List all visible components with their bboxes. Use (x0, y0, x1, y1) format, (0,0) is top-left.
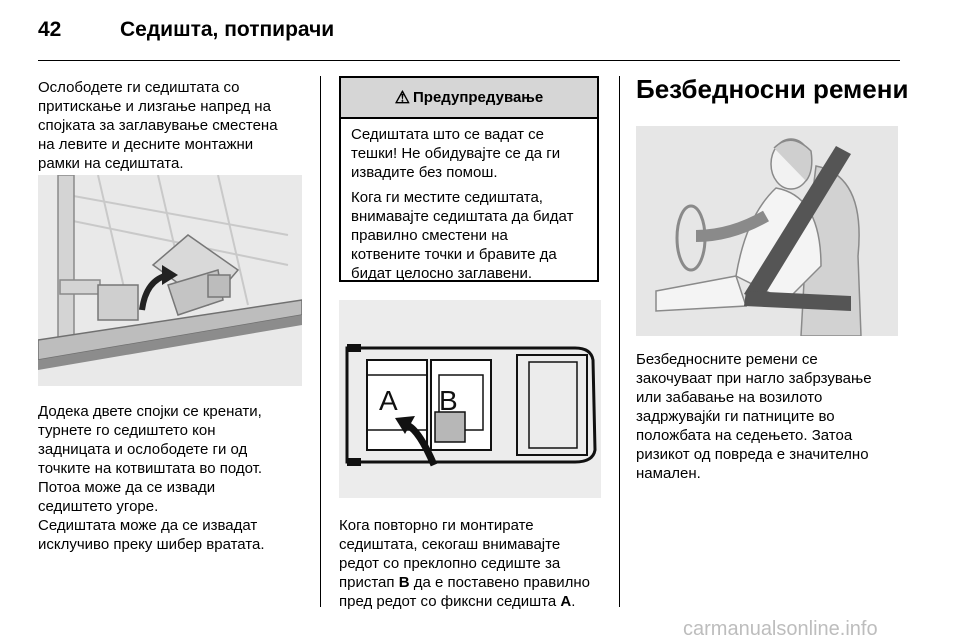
col1-paragraph-1: Ослободете ги седиштата со притискање и лизгање напред на спојката за заглавување сместена на левите и десните монтажни рамки на седиштата. (38, 79, 278, 172)
col1-paragraph-3: Седиштата може да се извадат исклучиво преку шибер вратата. (38, 517, 265, 553)
section-title: Безбедносни ремени (636, 74, 909, 104)
diagram-label-a: A (379, 385, 398, 416)
page-number: 42 (38, 18, 62, 41)
col2-paragraph: Кога повторно ги монтирате седиштата, секогаш внимавајте редот со преклопно седиште за пристап B да е поставено правилно пред редот со фиксни седишта A. (339, 517, 590, 610)
seat-layout-diagram (339, 300, 601, 498)
col3-paragraph: Безбедносните ремени се закочуваат при нагло забрзување или забавање на возилото задржувајќи ги патниците во положбата на седењето. Затоа ризикот од повреда е значително намален. (636, 351, 872, 482)
diagram-label-b: B (439, 385, 458, 416)
warning-body (341, 125, 597, 283)
watermark: carmanualsonline.info (683, 618, 878, 640)
warning-paragraph-2: Кога ги местите седиштата, внимавајте седиштата да бидат правилно сместени на котвените точки и бравите да бидат целосно заглавени. (351, 189, 574, 282)
warning-icon: ⚠ (394, 87, 410, 107)
warning-paragraph-1: Седиштата што се вадат се тешки! Не обидувајте се да ги извадите без помош. (351, 126, 561, 181)
column-divider-left (320, 76, 321, 607)
column-divider-right (619, 76, 620, 607)
warning-box (339, 76, 599, 282)
col1-paragraph-2: Додека двете спојки се кренати, турнете го седиштето кон задницата и ослободете ги од точките на котвиштата во подот. Потоа може да се извади седиштето угоре. (38, 403, 262, 515)
page-title: Седишта, потпирачи (120, 18, 335, 41)
warning-title: Предупредување (413, 89, 544, 106)
header-rule (38, 60, 900, 61)
seatbelt-illustration (636, 126, 898, 336)
warning-header (341, 78, 597, 119)
seat-latch-illustration (38, 175, 302, 386)
